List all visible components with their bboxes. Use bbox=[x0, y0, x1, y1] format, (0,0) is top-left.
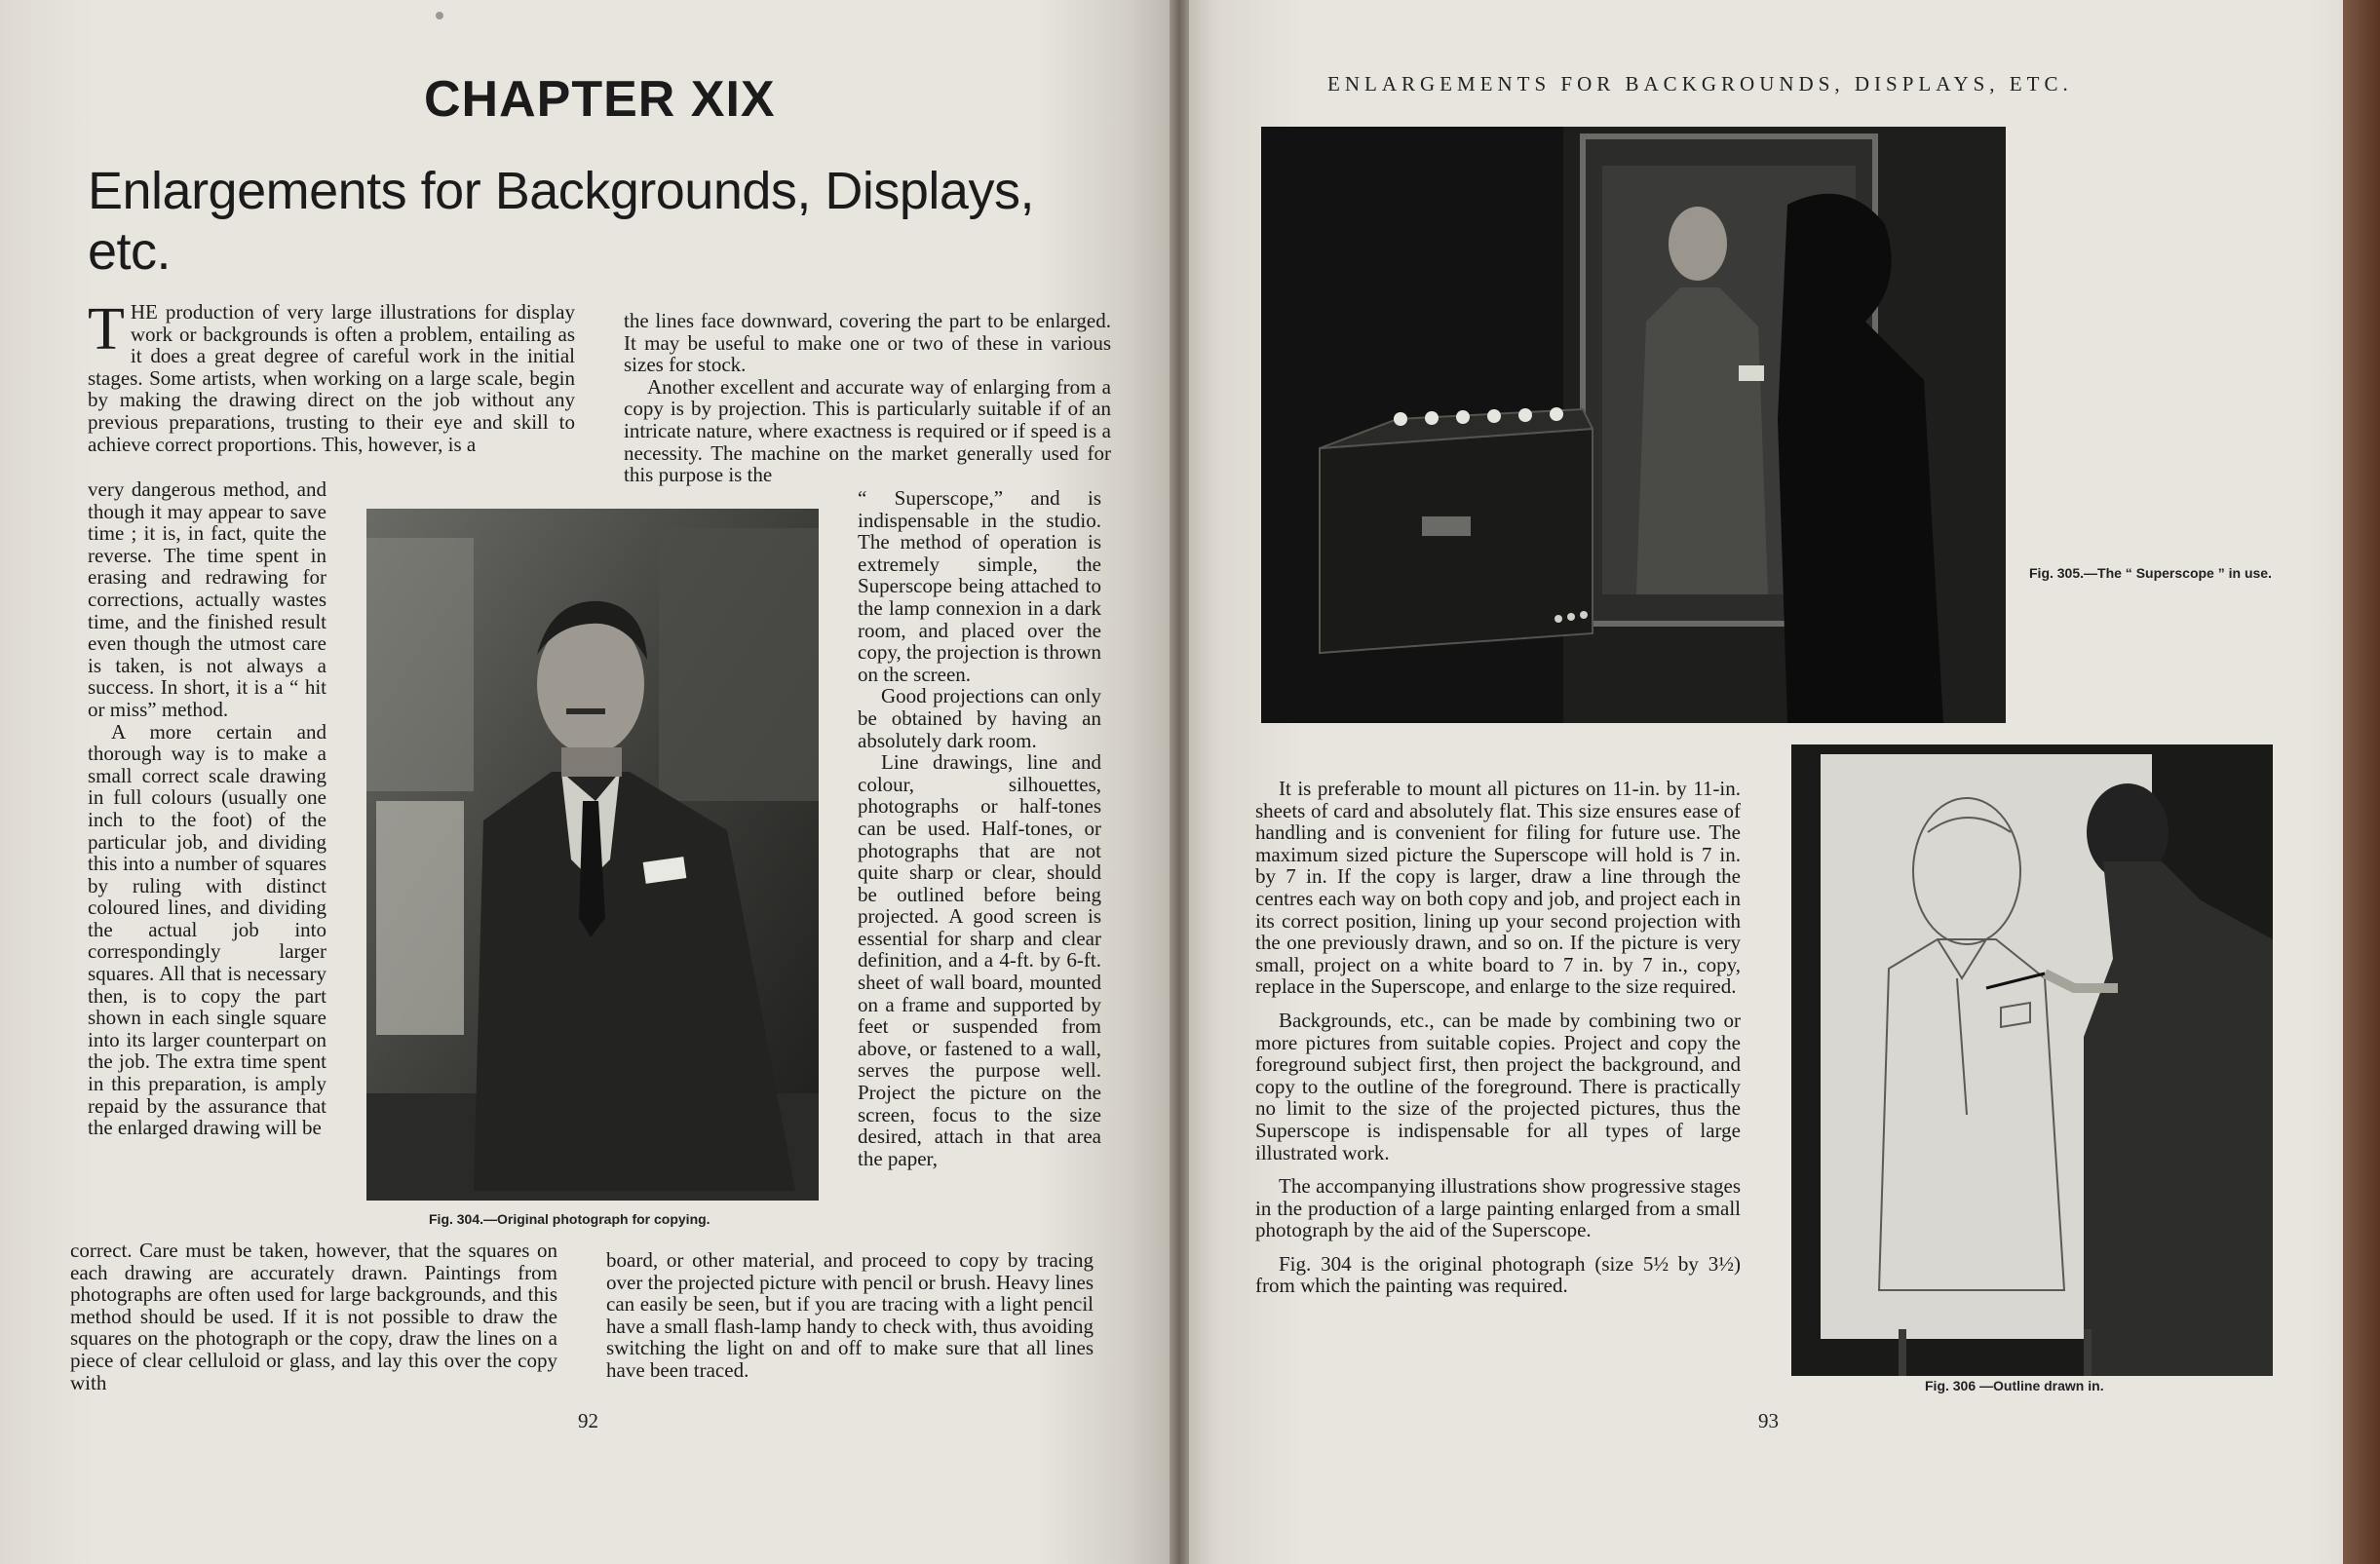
speck bbox=[436, 12, 443, 19]
col1-bottom: correct. Care must be taken, however, that the squares on each drawing are accurately drawn. Paintings from photographs are often used for large backgrounds, and this method should be used. If it is not possible to draw the squares on the photograph or the copy, draw the lines on a piece of clear celluloid or glass, and lay this over the copy with bbox=[70, 1239, 557, 1394]
gutter bbox=[1170, 0, 1189, 1564]
fig306-photo bbox=[1791, 744, 2273, 1376]
fig304-photo bbox=[366, 509, 819, 1201]
page-number-left: 92 bbox=[578, 1409, 598, 1432]
chapter-heading: CHAPTER XIX bbox=[424, 71, 776, 128]
fig306-caption: Fig. 306 —Outline drawn in. bbox=[1925, 1378, 2104, 1393]
col1-wrap: very dangerous method, and though it may appear to save time ; it is, in fact, quite the reverse. The time spent in erasing and redrawing for corrections, actually wastes time, and the finished result even though the utmost care is taken, is not always a success. In short, it is a “ hit or miss” method. A more certain and thorough way is to make a small correct scale drawing in full colours (usually one inch to the foot) of the particular job, and dividing this into a number of squares by ruling with distinct coloured lines, and dividing the actual job into correspondingly larger squares. All that is necessary then, is to copy the part shown in each single square into its larger counterpart on the job. The extra time spent in this preparation, is amply repaid by the assurance that the enlarged drawing will be bbox=[88, 477, 326, 1140]
page-number-right: 93 bbox=[1758, 1409, 1779, 1432]
col2-bottom: board, or other material, and proceed to copy by tracing over the projected picture with pencil or brush. Heavy lines can easily be seen, but if you are tracing with a light pencil have a small flash-lamp handy to check with, thus avoiding switching the light on and off to make sure that all lines have been traced. bbox=[606, 1248, 1094, 1382]
fig305-caption: Fig. 305.—The “ Superscope ” in use. bbox=[2029, 565, 2272, 581]
col2-top: the lines face downward, covering the part to be enlarged. It may be useful to make one or two of these in various sizes for stock. Another excellent and accurate way of enlarging from a copy is by projection. This is particularly suitable if of an intricate nature, where exactness is required or if speed is a necessity. The machine on the market generally used for this purpose is the bbox=[624, 309, 1111, 487]
outline-drawing-image bbox=[1791, 744, 2273, 1376]
right-body: It is preferable to mount all pictures on 11-in. by 11-in. sheets of card and absolutely flat. This size ensures ease of handling and is convenient for filing for future use. The maximum sized picture the Superscope will hold is 7 in. by 7 in. If the copy is larger, draw a line through the centres each way on both copy and job, and project each in its correct position, lining up your second projection with the one previously drawn, and so on. If the picture is very small, project on a white board to 7 in. by 7 in., copy, replace in the Superscope, and enlarge to the size required. Backgrounds, etc., can be made by combining two or more pictures from suitable copies. Project and copy the foreground subject first, then project the background, and copy to the outline of the foreground. There is practically no limit to the size of the projected pictures, thus the Superscope is indispensable for all types of large illustrated work. The accompanying illustrations show progressive stages in the production of a large painting enlarged from a small photograph by the aid of the Superscope. Fig. 304 is the original photograph (size 5½ by 3½) from which the painting was required. bbox=[1255, 777, 1741, 1298]
drop-cap: T bbox=[88, 296, 125, 362]
superscope-image bbox=[1261, 127, 2006, 723]
col2-wrap: “ Superscope,” and is indispensable in the studio. The method of operation is extremely simple, the Superscope being attached to the lamp connexion in a dark room, and placed over the copy, the projection is thrown on the screen. Good projections can only be obtained by having an absolutely dark room. Line drawings, line and colour, silhouettes, photographs or half-tones can be used. Half-tones, or photographs that are not quite sharp or clear, should be outlined before being projected. A good screen is essential for sharp and clear definition, and a 4-ft. by 6-ft. sheet of wall board, mounted on a frame and supported by feet or suspended from above, or fastened to a wall, serves the purpose well. Project the picture on the screen, focus to the size desired, attach in that area the paper, bbox=[858, 486, 1102, 1170]
col1-top: THE production of very large illustrations for display work or backgrounds is often a problem, entailing as it does a great degree of careful work in the initial stages. Some artists, when working on a large scale, begin by making the drawing direct on the job without any previous preparations, trusting to their eye and skill to achieve correct proportions. This, however, is a bbox=[88, 296, 575, 456]
page-edge bbox=[2343, 0, 2380, 1564]
portrait-image bbox=[366, 509, 819, 1201]
fig304-caption: Fig. 304.—Original photograph for copying. bbox=[429, 1211, 710, 1227]
chapter-title: Enlargements for Backgrounds, Displays, etc. bbox=[88, 162, 1034, 281]
running-head: ENLARGEMENTS FOR BACKGROUNDS, DISPLAYS, ETC. bbox=[1327, 72, 2073, 95]
fig305-photo bbox=[1261, 127, 2006, 723]
